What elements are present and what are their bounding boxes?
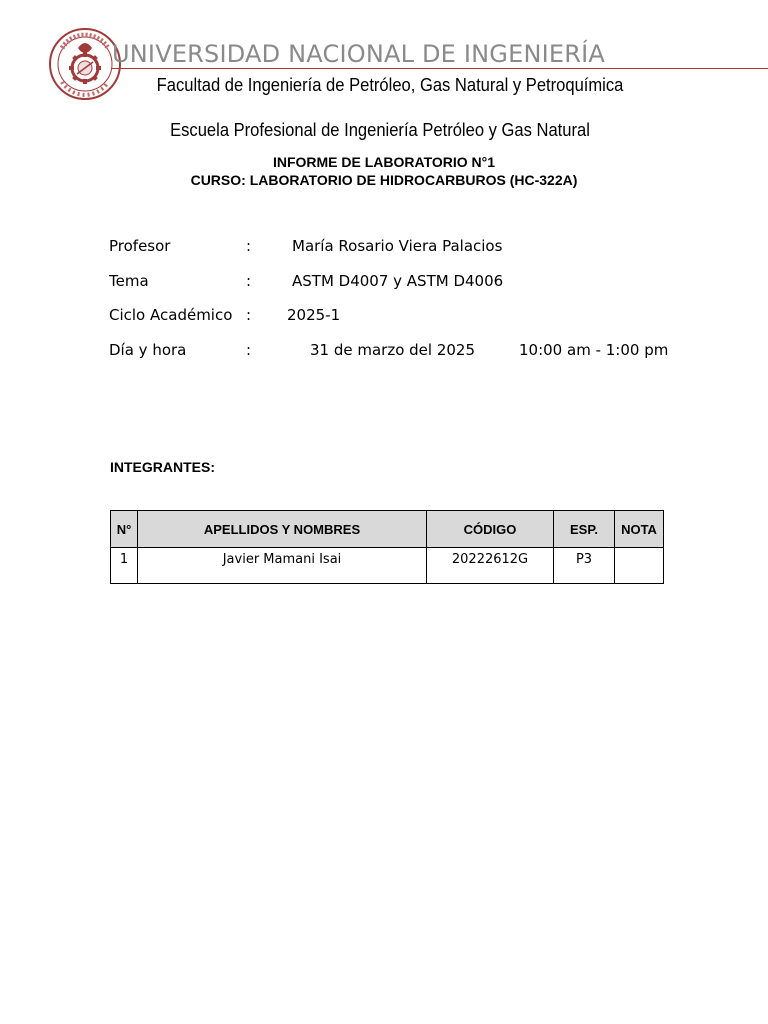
header-rule: [112, 68, 768, 69]
cell-code: 20222612G: [427, 548, 554, 584]
members-table: [110, 510, 664, 584]
dia-colon: :: [246, 341, 252, 359]
ciclo-colon: :: [246, 306, 252, 324]
cell-num: 1: [111, 548, 138, 584]
profesor-value: María Rosario Viera Palacios: [292, 237, 503, 255]
col-header-esp: ESP.: [554, 511, 615, 548]
faculty-name: Facultad de Ingeniería de Petróleo, Gas Natural y Petroquímica: [156, 75, 624, 95]
tema-value: ASTM D4007 y ASTM D4006: [292, 272, 504, 290]
col-header-code: CÓDIGO: [427, 511, 554, 548]
cell-name: Javier Mamani Isai: [138, 548, 427, 584]
ciclo-label: Ciclo Académico: [109, 306, 233, 324]
table-row: [111, 548, 664, 584]
dia-label: Día y hora: [109, 341, 187, 359]
dia-date: 31 de marzo del 2025: [310, 341, 476, 359]
col-header-num: N°: [111, 511, 138, 548]
col-header-name: APELLIDOS Y NOMBRES: [138, 511, 427, 548]
tema-colon: :: [246, 272, 252, 290]
course-title: CURSO: LABORATORIO DE HIDROCARBUROS (HC-322A): [190, 172, 578, 188]
cell-nota: [615, 548, 664, 584]
university-name: UNIVERSIDAD NACIONAL DE INGENIERÍA: [112, 40, 606, 68]
col-header-nota: NOTA: [615, 511, 664, 548]
profesor-label: Profesor: [109, 237, 171, 255]
ciclo-value: 2025-1: [287, 306, 341, 324]
members-heading: INTEGRANTES:: [110, 459, 215, 475]
report-title: INFORME DE LABORATORIO N°1: [272, 154, 496, 170]
cell-esp: P3: [554, 548, 615, 584]
dia-time: 10:00 am - 1:00 pm: [519, 341, 669, 359]
school-name: Escuela Profesional de Ingeniería Petróleo y Gas Natural: [170, 120, 590, 140]
tema-label: Tema: [109, 272, 149, 290]
table-header-row: [111, 511, 664, 548]
university-seal-icon: [48, 24, 122, 104]
profesor-colon: :: [246, 237, 252, 255]
report-heading: [0, 153, 768, 189]
